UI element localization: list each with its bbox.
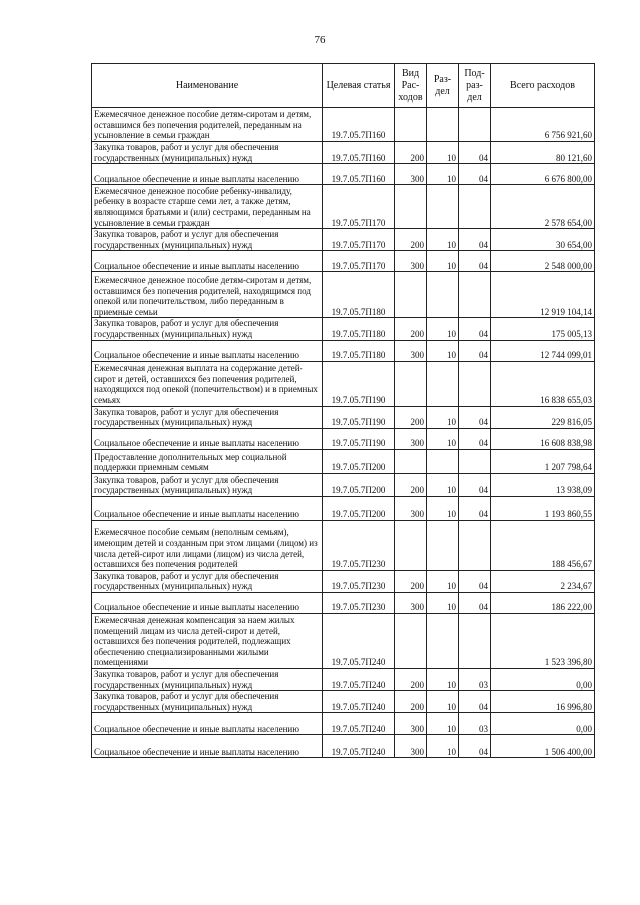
cell-target: 19.7.05.7П200: [323, 449, 395, 473]
table-row: [92, 185, 595, 229]
cell-target: 19.7.05.7П230: [323, 520, 395, 570]
cell-target: 19.7.05.7П160: [323, 108, 395, 142]
cell-target: 19.7.05.7П160: [323, 142, 395, 164]
cell-subsection: 04: [459, 592, 491, 613]
cell-total: 2 234,67: [491, 570, 595, 592]
cell-total: 80 121,60: [491, 142, 595, 164]
cell-expense-type: [395, 520, 427, 570]
cell-total: 0,00: [491, 668, 595, 690]
table-row: [92, 496, 595, 520]
cell-subsection: 04: [459, 251, 491, 272]
cell-name: Социальное обеспечение и иные выплаты населению: [92, 496, 323, 520]
cell-section: [427, 449, 459, 473]
cell-expense-type: [395, 613, 427, 668]
cell-target: 19.7.05.7П200: [323, 473, 395, 496]
header-name: Наименование: [92, 64, 323, 108]
cell-target: 19.7.05.7П170: [323, 229, 395, 251]
cell-subsection: 04: [459, 691, 491, 713]
cell-expense-type: 200: [395, 473, 427, 496]
cell-section: [427, 108, 459, 142]
cell-section: 10: [427, 668, 459, 690]
cell-subsection: [459, 449, 491, 473]
cell-target: 19.7.05.7П240: [323, 713, 395, 735]
cell-expense-type: 300: [395, 428, 427, 449]
cell-expense-type: 300: [395, 496, 427, 520]
cell-subsection: [459, 361, 491, 406]
table-row: [92, 592, 595, 613]
table-row: [92, 361, 595, 406]
table-row: [92, 473, 595, 496]
cell-total: 1 506 400,00: [491, 735, 595, 758]
table-body: [92, 108, 595, 758]
cell-expense-type: [395, 361, 427, 406]
cell-section: 10: [427, 142, 459, 164]
cell-total: 1 523 396,80: [491, 613, 595, 668]
cell-subsection: [459, 108, 491, 142]
cell-name: Предоставление дополнительных мер социальной поддержки приемным семьям: [92, 449, 323, 473]
cell-target: 19.7.05.7П200: [323, 496, 395, 520]
header-expense-type: Вид Рас-ходов: [395, 64, 427, 108]
cell-expense-type: 300: [395, 340, 427, 361]
cell-subsection: 04: [459, 340, 491, 361]
cell-total: 30 654,00: [491, 229, 595, 251]
cell-name: Ежемесячная денежная компенсация за наем жилых помещений лицам из числа детей-сирот и детей, оставшихся без попечения родителей, подлежащих обеспечению специализированными жилыми помещениями: [92, 613, 323, 668]
cell-target: 19.7.05.7П170: [323, 251, 395, 272]
cell-expense-type: 300: [395, 713, 427, 735]
table-row: [92, 613, 595, 668]
cell-subsection: 03: [459, 713, 491, 735]
cell-subsection: [459, 520, 491, 570]
cell-name: Социальное обеспечение и иные выплаты населению: [92, 164, 323, 185]
cell-section: 10: [427, 713, 459, 735]
header-total: Всего расходов: [491, 64, 595, 108]
table-row: [92, 449, 595, 473]
cell-subsection: 04: [459, 229, 491, 251]
header-target: Целевая статья: [323, 64, 395, 108]
cell-section: 10: [427, 570, 459, 592]
cell-expense-type: 200: [395, 668, 427, 690]
cell-target: 19.7.05.7П190: [323, 406, 395, 428]
cell-name: Ежемесячное денежное пособие детям-сиротам и детям, оставшимся без попечения родителей, находящимся под опекой или попечительством, либо переданным в приемные семьи: [92, 272, 323, 318]
cell-subsection: 04: [459, 318, 491, 340]
cell-total: 16 996,80: [491, 691, 595, 713]
cell-name: Ежемесячное пособие семьям (неполным семьям), имеющим детей и созданным при этом лицами (лицом) из числа детей-сирот или лицами (лицом) из числа детей, оставшихся без попечения родителей: [92, 520, 323, 570]
cell-target: 19.7.05.7П170: [323, 185, 395, 229]
cell-total: 12 919 104,14: [491, 272, 595, 318]
cell-target: 19.7.05.7П240: [323, 668, 395, 690]
cell-target: 19.7.05.7П180: [323, 272, 395, 318]
cell-section: 10: [427, 164, 459, 185]
cell-target: 19.7.05.7П240: [323, 691, 395, 713]
table-row: [92, 406, 595, 428]
cell-total: 6 756 921,60: [491, 108, 595, 142]
cell-name: Ежемесячное денежное пособие детям-сиротам и детям, оставшимся без попечения родителей, переданным на усыновление в семьи граждан: [92, 108, 323, 142]
cell-total: 175 005,13: [491, 318, 595, 340]
cell-expense-type: 300: [395, 251, 427, 272]
cell-section: [427, 520, 459, 570]
cell-target: 19.7.05.7П190: [323, 361, 395, 406]
header-subsection: Под-раз-дел: [459, 64, 491, 108]
cell-target: 19.7.05.7П230: [323, 570, 395, 592]
cell-section: 10: [427, 340, 459, 361]
cell-total: 16 838 655,03: [491, 361, 595, 406]
cell-section: 10: [427, 318, 459, 340]
cell-subsection: 04: [459, 735, 491, 758]
cell-subsection: 04: [459, 473, 491, 496]
cell-subsection: 04: [459, 406, 491, 428]
cell-expense-type: 200: [395, 691, 427, 713]
cell-target: 19.7.05.7П180: [323, 340, 395, 361]
cell-total: 2 548 000,00: [491, 251, 595, 272]
cell-section: 10: [427, 691, 459, 713]
cell-name: Социальное обеспечение и иные выплаты населению: [92, 735, 323, 758]
cell-section: [427, 185, 459, 229]
budget-table: [91, 63, 595, 758]
table-row: [92, 570, 595, 592]
cell-expense-type: 200: [395, 142, 427, 164]
cell-section: 10: [427, 406, 459, 428]
table-row: [92, 691, 595, 713]
table-row: [92, 340, 595, 361]
cell-target: 19.7.05.7П240: [323, 735, 395, 758]
header-section: Раз-дел: [427, 64, 459, 108]
cell-total: 13 938,09: [491, 473, 595, 496]
cell-section: [427, 613, 459, 668]
cell-section: 10: [427, 229, 459, 251]
cell-expense-type: [395, 185, 427, 229]
cell-section: 10: [427, 735, 459, 758]
table-row: [92, 251, 595, 272]
cell-expense-type: 200: [395, 406, 427, 428]
cell-section: 10: [427, 496, 459, 520]
cell-name: Социальное обеспечение и иные выплаты населению: [92, 251, 323, 272]
cell-section: 10: [427, 251, 459, 272]
cell-expense-type: 300: [395, 735, 427, 758]
cell-target: 19.7.05.7П240: [323, 613, 395, 668]
cell-subsection: [459, 185, 491, 229]
cell-subsection: 04: [459, 496, 491, 520]
cell-name: Закупка товаров, работ и услуг для обеспечения государственных (муниципальных) нужд: [92, 570, 323, 592]
cell-target: 19.7.05.7П190: [323, 428, 395, 449]
cell-name: Закупка товаров, работ и услуг для обеспечения государственных (муниципальных) нужд: [92, 142, 323, 164]
cell-name: Закупка товаров, работ и услуг для обеспечения государственных (муниципальных) нужд: [92, 691, 323, 713]
cell-name: Социальное обеспечение и иные выплаты населению: [92, 713, 323, 735]
cell-target: 19.7.05.7П180: [323, 318, 395, 340]
cell-section: [427, 272, 459, 318]
cell-section: 10: [427, 428, 459, 449]
cell-subsection: 04: [459, 570, 491, 592]
cell-expense-type: 200: [395, 318, 427, 340]
cell-target: 19.7.05.7П230: [323, 592, 395, 613]
cell-subsection: 04: [459, 164, 491, 185]
cell-expense-type: 200: [395, 229, 427, 251]
cell-total: 6 676 800,00: [491, 164, 595, 185]
table-row: [92, 520, 595, 570]
cell-name: Социальное обеспечение и иные выплаты населению: [92, 428, 323, 449]
cell-subsection: [459, 272, 491, 318]
cell-expense-type: 300: [395, 164, 427, 185]
cell-name: Закупка товаров, работ и услуг для обеспечения государственных (муниципальных) нужд: [92, 668, 323, 690]
cell-total: 188 456,67: [491, 520, 595, 570]
cell-expense-type: 300: [395, 592, 427, 613]
table-row: [92, 272, 595, 318]
table-row: [92, 229, 595, 251]
cell-total: 1 193 860,55: [491, 496, 595, 520]
cell-total: 16 608 838,98: [491, 428, 595, 449]
table-row: [92, 668, 595, 690]
cell-name: Социальное обеспечение и иные выплаты населению: [92, 592, 323, 613]
cell-name: Закупка товаров, работ и услуг для обеспечения государственных (муниципальных) нужд: [92, 229, 323, 251]
table-row: [92, 428, 595, 449]
cell-section: 10: [427, 473, 459, 496]
cell-total: 0,00: [491, 713, 595, 735]
cell-total: 2 578 654,00: [491, 185, 595, 229]
cell-expense-type: [395, 108, 427, 142]
table-row: [92, 318, 595, 340]
cell-subsection: [459, 613, 491, 668]
cell-section: 10: [427, 592, 459, 613]
cell-total: 229 816,05: [491, 406, 595, 428]
cell-expense-type: [395, 449, 427, 473]
cell-total: 186 222,00: [491, 592, 595, 613]
cell-name: Закупка товаров, работ и услуг для обеспечения государственных (муниципальных) нужд: [92, 406, 323, 428]
cell-subsection: 04: [459, 428, 491, 449]
cell-subsection: 04: [459, 142, 491, 164]
table-row: [92, 713, 595, 735]
cell-name: Социальное обеспечение и иные выплаты населению: [92, 340, 323, 361]
cell-total: 1 207 798,64: [491, 449, 595, 473]
cell-name: Ежемесячная денежная выплата на содержание детей-сирот и детей, оставшихся без попечения родителей, находящихся под опекой (попечительством) и в приемных семьях: [92, 361, 323, 406]
table-row: [92, 108, 595, 142]
cell-name: Ежемесячное денежное пособие ребенку-инвалиду, ребенку в возрасте старше семи лет, а также детям, являющимся братьями и (или) сестрами, переданным на усыновление в семьи граждан: [92, 185, 323, 229]
cell-name: Закупка товаров, работ и услуг для обеспечения государственных (муниципальных) нужд: [92, 318, 323, 340]
table-row: [92, 164, 595, 185]
table-header-row: [92, 64, 595, 108]
table-row: [92, 735, 595, 758]
cell-section: [427, 361, 459, 406]
cell-total: 12 744 099,01: [491, 340, 595, 361]
cell-subsection: 03: [459, 668, 491, 690]
page-number: 76: [314, 34, 326, 46]
cell-expense-type: 200: [395, 570, 427, 592]
cell-name: Закупка товаров, работ и услуг для обеспечения государственных (муниципальных) нужд: [92, 473, 323, 496]
cell-expense-type: [395, 272, 427, 318]
table-row: [92, 142, 595, 164]
cell-target: 19.7.05.7П160: [323, 164, 395, 185]
